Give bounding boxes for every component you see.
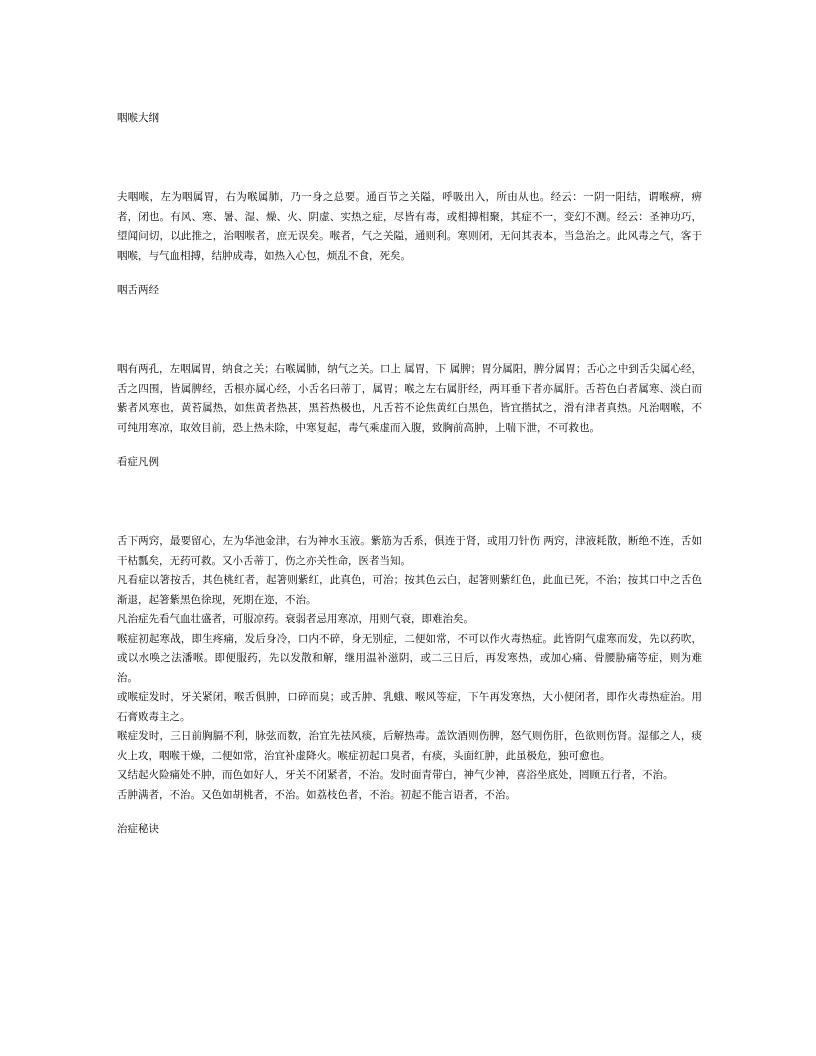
paragraph: 舌下两窍，最要留心，左为华池金津，右为神水玉液。紫筋为舌系，俱连于肾，或用刀针伤 两窍，津液耗散，断绝不连，舌如干枯瓢矣，无药可救。又小舌蒂丁，伤之亦关性命，医者当知。 — [117, 535, 702, 567]
paragraph: 喉症发时，三日前胸膈不利，脉弦而数，治宜先祛风痰，后解热毒。盖饮酒则伤脾，怒气则伤肝，色欲则伤肾。湿郁之人，痰火上攻，咽喉干燥，二便如常，治宜补虚降火。喉症初起口臭者，有痰，头面红肿，此虽极危，独可愈也。 — [117, 730, 702, 762]
section-heading: 咽舌两经 — [117, 284, 159, 296]
section-yanhou-dagang — [117, 110, 702, 266]
spacer — [117, 126, 702, 188]
section-heading: 看症凡例 — [117, 456, 159, 468]
spacer — [117, 470, 702, 532]
spacer — [117, 805, 702, 821]
paragraph: 或喉症发时，牙关紧闭，喉舌俱肿，口碎而臭；或舌肿、乳蛾、喉风等症，下午再发寒热，大小便闭者，即作火毒热症治。用石膏败毒主之。 — [117, 691, 702, 723]
spacer — [117, 298, 702, 360]
paragraph: 又结起火险痛处不肿，而色如好人，牙关不闭紧者，不治。发时面青带白，神气少神，喜浴坐底处，罔顾五行者，不治。 — [117, 769, 674, 781]
paragraph: 凡治症先看气血壮盛者，可服凉药。衰弱者忌用寒凉，用则气衰，即难治矣。 — [117, 613, 474, 625]
section-heading: 治症秘诀 — [117, 823, 159, 835]
paragraph: 咽有两孔，左咽属胃，纳食之关；右喉属肺，纳气之关。口上 属胃，下 属脾；胃分属阳，脾分属胃；舌心之中到舌尖属心经，舌之四围，皆属脾经，舌根亦属心经，小舌名曰蒂丁，属胃；喉之左右属肝经，两耳垂下者亦属肝。舌苔色白者属寒、淡白而紫者风寒也，黄苔属热，如焦黄者热甚，黑苔热极也，凡舌苔不论焦黄红白黑色，皆宜揩拭之，滑有津者真热。凡治咽喉，不可纯用寒凉，取效目前，恐上热未除，中寒复起，毒气乘虚而入腹，致胸前高肿，上喘下泄，不可救也。 — [117, 363, 702, 434]
section-zhizheng-mijue — [117, 805, 702, 837]
section-heading: 咽喉大纲 — [117, 112, 159, 124]
document-body — [117, 110, 702, 837]
paragraph-group — [117, 532, 702, 805]
section-kanzheng-fanli — [117, 438, 702, 805]
paragraph: 舌肿满者，不治。又色如胡桃者，不治。如荔枝色者，不治。初起不能言语者，不治。 — [117, 788, 516, 801]
spacer — [117, 266, 702, 282]
spacer — [117, 438, 702, 454]
paragraph: 夫咽喉，左为咽属胃，右为喉属肺，乃一身之总要。通百节之关隘，呼吸出入，所由从也。经云：一阴一阳结，谓喉痹，痹者，闭也。有风、寒、暑、湿、燥、火、阴虚、实热之症，尽皆有毒，或相搏相聚，其症不一，变幻不测。经云：圣神功巧，望闻问切，以此推之，治咽喉者，庶无误矣。喉者，气之关隘，通则利。寒则闭，无问其表本，当急治之。此风毒之气，客于咽喉，与气血相搏，结肿成毒，如热入心包，烦乱不食，死矣。 — [117, 191, 702, 262]
section-yanshe-liangjing — [117, 266, 702, 438]
paragraph: 喉症初起寒战，即生疼痛，发后身冷，口内不碎，身无别症，二便如常，不可以作火毒热症。此皆阴气虚寒而发，先以药吹，或以水唤之法潘喉。即便服药，先以发散和解，继用温补滋阴，或二三日后，再发寒热，或加心痛、骨腰胁痛等症，则为难治。 — [117, 632, 702, 684]
paragraph: 凡看症以箸按舌，其色桃红者，起箸则紫红，此真色，可治；按其色云白，起箸则紫红色，此血已死，不治；按其口中之舌色渐退，起箸紫黑色徐现，死期在迩，不治。 — [117, 574, 702, 606]
